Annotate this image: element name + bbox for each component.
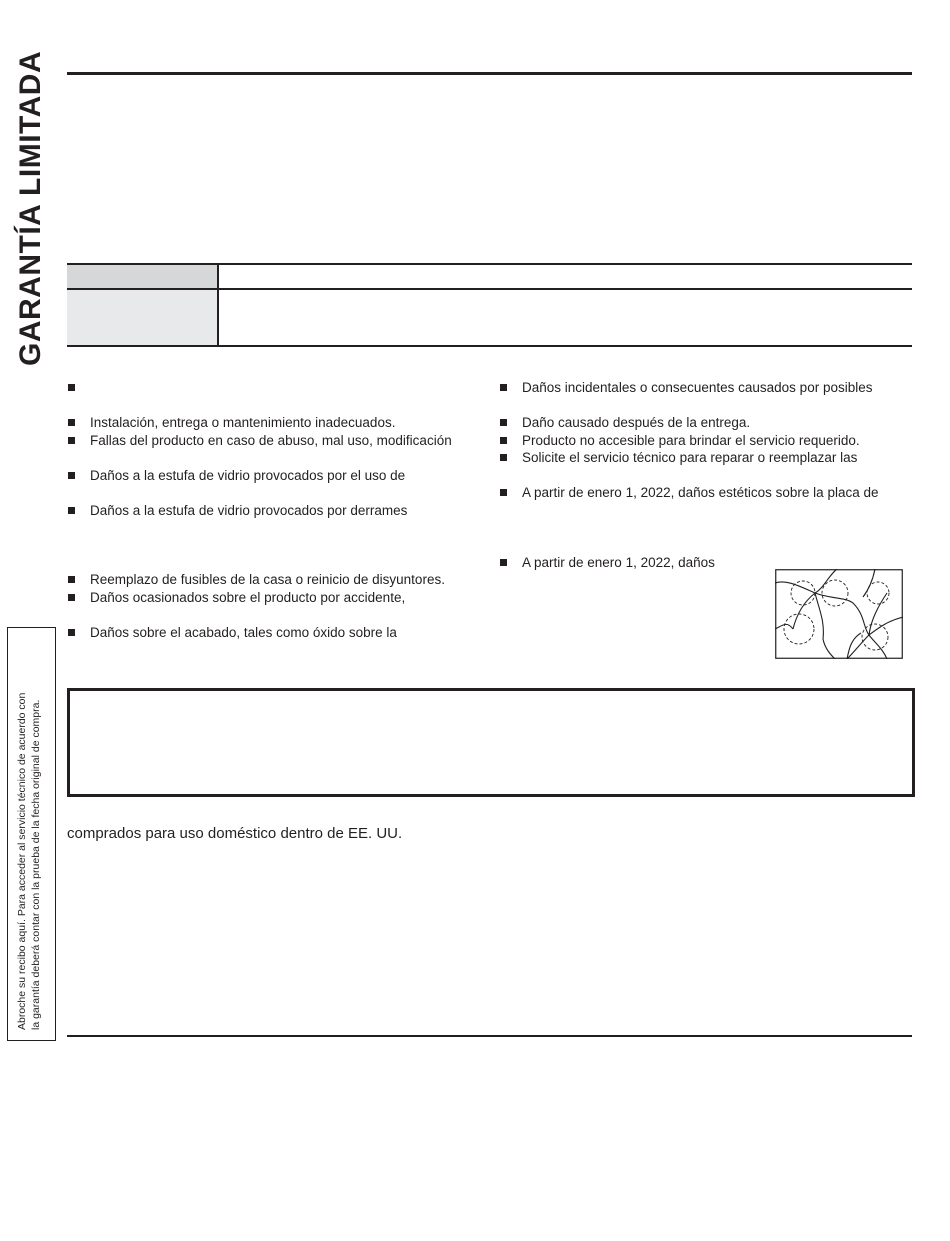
bottom-rule bbox=[67, 1035, 912, 1037]
table-rule bbox=[67, 263, 912, 265]
cracked-glass-illustration bbox=[775, 569, 903, 659]
receipt-note-line: Abroche su recibo aquí. Para acceder al servicio técnico de acuerdo con bbox=[16, 692, 28, 1030]
bullet-square-icon bbox=[500, 384, 507, 391]
bullet-square-icon bbox=[500, 559, 507, 566]
bullet-square-icon bbox=[68, 419, 75, 426]
table-label-cell bbox=[67, 290, 217, 345]
bullet-square-icon bbox=[500, 437, 507, 444]
table-column-divider bbox=[217, 263, 219, 347]
bullet-square-icon bbox=[500, 419, 507, 426]
table-rule bbox=[67, 345, 912, 347]
warranty-period-table bbox=[67, 263, 912, 347]
domestic-use-text: comprados para uso doméstico dentro de EE. UU. bbox=[67, 825, 403, 842]
bullet-square-icon bbox=[68, 594, 75, 601]
receipt-note-line: la garantía deberá contar con la prueba de la fecha original de compra. bbox=[30, 699, 42, 1030]
receipt-note bbox=[15, 630, 43, 1030]
bullet-square-icon bbox=[68, 507, 75, 514]
bullet-square-icon bbox=[68, 576, 75, 583]
bullet-square-icon bbox=[68, 472, 75, 479]
bullet-square-icon bbox=[68, 437, 75, 444]
notice-box bbox=[67, 688, 915, 797]
top-rule bbox=[67, 72, 912, 75]
side-title: GARANTÍA LIMITADA bbox=[14, 50, 47, 366]
bullet-square-icon bbox=[68, 629, 75, 636]
bullet-square-icon bbox=[500, 454, 507, 461]
table-rule bbox=[67, 288, 912, 290]
bullet-square-icon bbox=[68, 384, 75, 391]
bullet-square-icon bbox=[500, 489, 507, 496]
table-header-cell bbox=[67, 265, 217, 288]
